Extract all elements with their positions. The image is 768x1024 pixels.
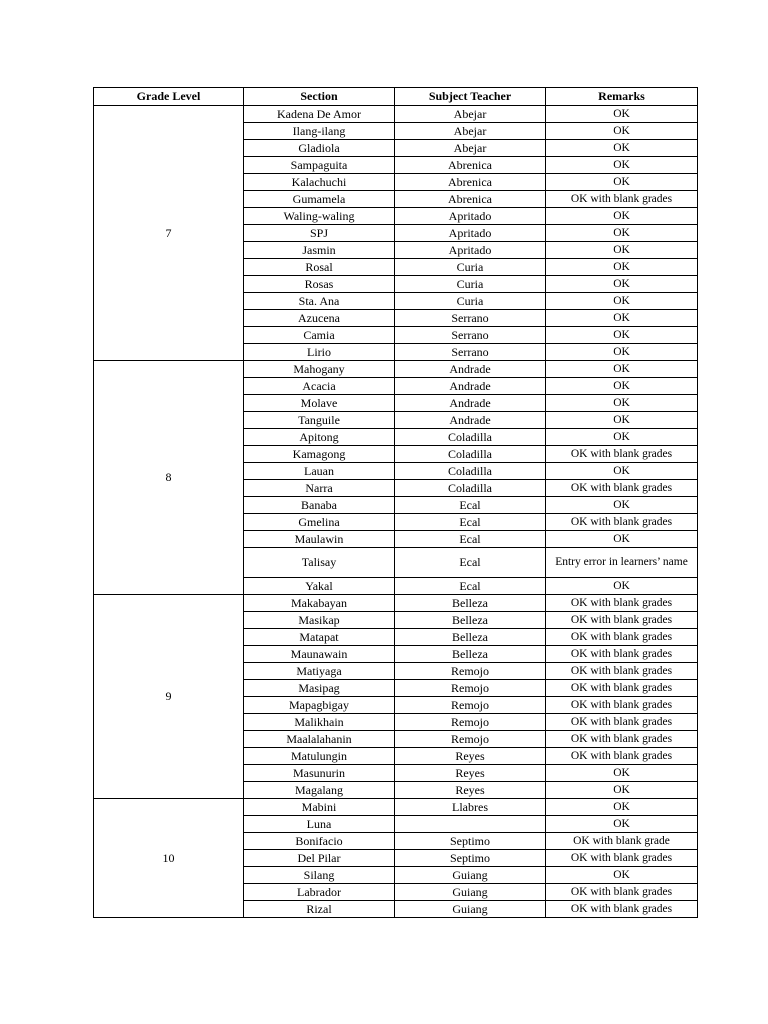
remarks-cell: OK xyxy=(546,497,698,514)
remarks-cell: OK xyxy=(546,293,698,310)
header-row xyxy=(94,88,698,106)
remarks-cell: OK with blank grades xyxy=(546,714,698,731)
subject-teacher-cell: Serrano xyxy=(395,310,546,327)
remarks-cell: OK xyxy=(546,106,698,123)
remarks-cell: OK xyxy=(546,463,698,480)
subject-teacher-cell: Coladilla xyxy=(395,429,546,446)
remarks-cell: OK xyxy=(546,140,698,157)
subject-teacher-cell: Coladilla xyxy=(395,463,546,480)
remarks-cell: OK xyxy=(546,225,698,242)
remarks-cell: OK xyxy=(546,310,698,327)
subject-teacher-cell: Llabres xyxy=(395,799,546,816)
remarks-cell: OK with blank grades xyxy=(546,748,698,765)
subject-teacher-cell: Reyes xyxy=(395,748,546,765)
subject-teacher-cell: Ecal xyxy=(395,497,546,514)
remarks-cell: OK xyxy=(546,174,698,191)
section-cell: Yakal xyxy=(244,578,395,595)
table-row xyxy=(94,799,698,816)
remarks-cell: OK with blank grades xyxy=(546,901,698,918)
subject-teacher-cell: Remojo xyxy=(395,731,546,748)
remarks-cell: OK xyxy=(546,276,698,293)
section-cell: Camia xyxy=(244,327,395,344)
section-cell: Labrador xyxy=(244,884,395,901)
section-cell: Makabayan xyxy=(244,595,395,612)
grade-level-cell: 9 xyxy=(94,595,244,799)
remarks-cell: OK xyxy=(546,378,698,395)
section-cell: Malikhain xyxy=(244,714,395,731)
remarks-cell: OK xyxy=(546,208,698,225)
grade-level-cell: 10 xyxy=(94,799,244,918)
subject-teacher-cell: Ecal xyxy=(395,514,546,531)
remarks-cell: OK xyxy=(546,123,698,140)
subject-teacher-cell: Reyes xyxy=(395,782,546,799)
remarks-cell: OK xyxy=(546,429,698,446)
remarks-cell: OK xyxy=(546,816,698,833)
table-row xyxy=(94,106,698,123)
subject-teacher-cell: Andrade xyxy=(395,395,546,412)
subject-teacher-cell: Apritado xyxy=(395,242,546,259)
section-cell: Matiyaga xyxy=(244,663,395,680)
header-remarks: Remarks xyxy=(546,88,698,106)
remarks-cell: OK xyxy=(546,867,698,884)
section-cell: Silang xyxy=(244,867,395,884)
subject-teacher-cell: Serrano xyxy=(395,344,546,361)
section-cell: Mapagbigay xyxy=(244,697,395,714)
subject-teacher-cell: Remojo xyxy=(395,680,546,697)
subject-teacher-cell: Abejar xyxy=(395,106,546,123)
remarks-cell: OK with blank grades xyxy=(546,697,698,714)
section-cell: Lirio xyxy=(244,344,395,361)
section-cell: Molave xyxy=(244,395,395,412)
remarks-cell: OK xyxy=(546,765,698,782)
remarks-cell: OK with blank grades xyxy=(546,446,698,463)
subject-teacher-cell: Abrenica xyxy=(395,174,546,191)
section-cell: Maalalahanin xyxy=(244,731,395,748)
section-cell: SPJ xyxy=(244,225,395,242)
subject-teacher-cell: Belleza xyxy=(395,629,546,646)
subject-teacher-cell: Remojo xyxy=(395,714,546,731)
table-row xyxy=(94,361,698,378)
section-cell: Apitong xyxy=(244,429,395,446)
section-cell: Maunawain xyxy=(244,646,395,663)
section-cell: Matulungin xyxy=(244,748,395,765)
subject-teacher-cell: Remojo xyxy=(395,663,546,680)
remarks-cell: Entry error in learners’ name xyxy=(546,548,698,578)
subject-teacher-cell: Apritado xyxy=(395,208,546,225)
section-cell: Jasmin xyxy=(244,242,395,259)
remarks-cell: OK with blank grades xyxy=(546,514,698,531)
remarks-cell: OK xyxy=(546,327,698,344)
section-cell: Waling-waling xyxy=(244,208,395,225)
subject-teacher-cell: Ecal xyxy=(395,548,546,578)
section-cell: Ilang-ilang xyxy=(244,123,395,140)
section-cell: Masikap xyxy=(244,612,395,629)
remarks-cell: OK with blank grades xyxy=(546,731,698,748)
section-cell: Acacia xyxy=(244,378,395,395)
remarks-cell: OK xyxy=(546,242,698,259)
subject-teacher-cell: Curia xyxy=(395,259,546,276)
subject-teacher-cell: Coladilla xyxy=(395,480,546,497)
remarks-cell: OK xyxy=(546,395,698,412)
subject-teacher-cell: Curia xyxy=(395,293,546,310)
subject-teacher-cell: Guiang xyxy=(395,867,546,884)
section-cell: Gladiola xyxy=(244,140,395,157)
section-cell: Kalachuchi xyxy=(244,174,395,191)
subject-teacher-cell: Belleza xyxy=(395,595,546,612)
grade-level-cell: 8 xyxy=(94,361,244,595)
section-cell: Magalang xyxy=(244,782,395,799)
subject-teacher-cell: Apritado xyxy=(395,225,546,242)
section-cell: Maulawin xyxy=(244,531,395,548)
subject-teacher-cell: Andrade xyxy=(395,412,546,429)
section-cell: Matapat xyxy=(244,629,395,646)
remarks-cell: OK with blank grades xyxy=(546,612,698,629)
section-cell: Tanguile xyxy=(244,412,395,429)
section-cell: Rosal xyxy=(244,259,395,276)
remarks-cell: OK xyxy=(546,782,698,799)
remarks-cell: OK xyxy=(546,344,698,361)
subject-teacher-cell: Ecal xyxy=(395,531,546,548)
subject-teacher-cell: Guiang xyxy=(395,884,546,901)
remarks-cell: OK with blank grades xyxy=(546,629,698,646)
section-cell: Mahogany xyxy=(244,361,395,378)
remarks-cell: OK with blank grades xyxy=(546,480,698,497)
subject-teacher-cell: Ecal xyxy=(395,578,546,595)
section-cell: Kadena De Amor xyxy=(244,106,395,123)
section-cell: Bonifacio xyxy=(244,833,395,850)
section-cell: Rosas xyxy=(244,276,395,293)
subject-teacher-cell: Curia xyxy=(395,276,546,293)
remarks-cell: OK with blank grades xyxy=(546,680,698,697)
section-cell: Lauan xyxy=(244,463,395,480)
grades-table xyxy=(93,87,698,918)
section-cell: Talisay xyxy=(244,548,395,578)
subject-teacher-cell: Guiang xyxy=(395,901,546,918)
table-body xyxy=(94,106,698,918)
remarks-cell: OK with blank grades xyxy=(546,646,698,663)
remarks-cell: OK xyxy=(546,412,698,429)
header-subject-teacher: Subject Teacher xyxy=(395,88,546,106)
subject-teacher-cell xyxy=(395,816,546,833)
subject-teacher-cell: Belleza xyxy=(395,646,546,663)
subject-teacher-cell: Belleza xyxy=(395,612,546,629)
section-cell: Azucena xyxy=(244,310,395,327)
remarks-cell: OK xyxy=(546,531,698,548)
remarks-cell: OK xyxy=(546,157,698,174)
subject-teacher-cell: Septimo xyxy=(395,850,546,867)
section-cell: Kamagong xyxy=(244,446,395,463)
subject-teacher-cell: Remojo xyxy=(395,697,546,714)
section-cell: Banaba xyxy=(244,497,395,514)
grade-level-cell: 7 xyxy=(94,106,244,361)
section-cell: Luna xyxy=(244,816,395,833)
table-row xyxy=(94,595,698,612)
header-section: Section xyxy=(244,88,395,106)
subject-teacher-cell: Abrenica xyxy=(395,157,546,174)
section-cell: Sampaguita xyxy=(244,157,395,174)
remarks-cell: OK with blank grade xyxy=(546,833,698,850)
section-cell: Mabini xyxy=(244,799,395,816)
subject-teacher-cell: Abejar xyxy=(395,140,546,157)
remarks-cell: OK xyxy=(546,799,698,816)
section-cell: Gmelina xyxy=(244,514,395,531)
section-cell: Masunurin xyxy=(244,765,395,782)
remarks-cell: OK with blank grades xyxy=(546,191,698,208)
remarks-cell: OK with blank grades xyxy=(546,884,698,901)
section-cell: Rizal xyxy=(244,901,395,918)
subject-teacher-cell: Septimo xyxy=(395,833,546,850)
section-cell: Masipag xyxy=(244,680,395,697)
remarks-cell: OK xyxy=(546,361,698,378)
remarks-cell: OK xyxy=(546,578,698,595)
remarks-cell: OK with blank grades xyxy=(546,850,698,867)
subject-teacher-cell: Abejar xyxy=(395,123,546,140)
remarks-cell: OK with blank grades xyxy=(546,595,698,612)
subject-teacher-cell: Abrenica xyxy=(395,191,546,208)
section-cell: Del Pilar xyxy=(244,850,395,867)
section-cell: Gumamela xyxy=(244,191,395,208)
section-cell: Sta. Ana xyxy=(244,293,395,310)
subject-teacher-cell: Reyes xyxy=(395,765,546,782)
header-grade-level: Grade Level xyxy=(94,88,244,106)
section-cell: Narra xyxy=(244,480,395,497)
remarks-cell: OK xyxy=(546,259,698,276)
subject-teacher-cell: Serrano xyxy=(395,327,546,344)
subject-teacher-cell: Andrade xyxy=(395,378,546,395)
subject-teacher-cell: Coladilla xyxy=(395,446,546,463)
remarks-cell: OK with blank grades xyxy=(546,663,698,680)
subject-teacher-cell: Andrade xyxy=(395,361,546,378)
